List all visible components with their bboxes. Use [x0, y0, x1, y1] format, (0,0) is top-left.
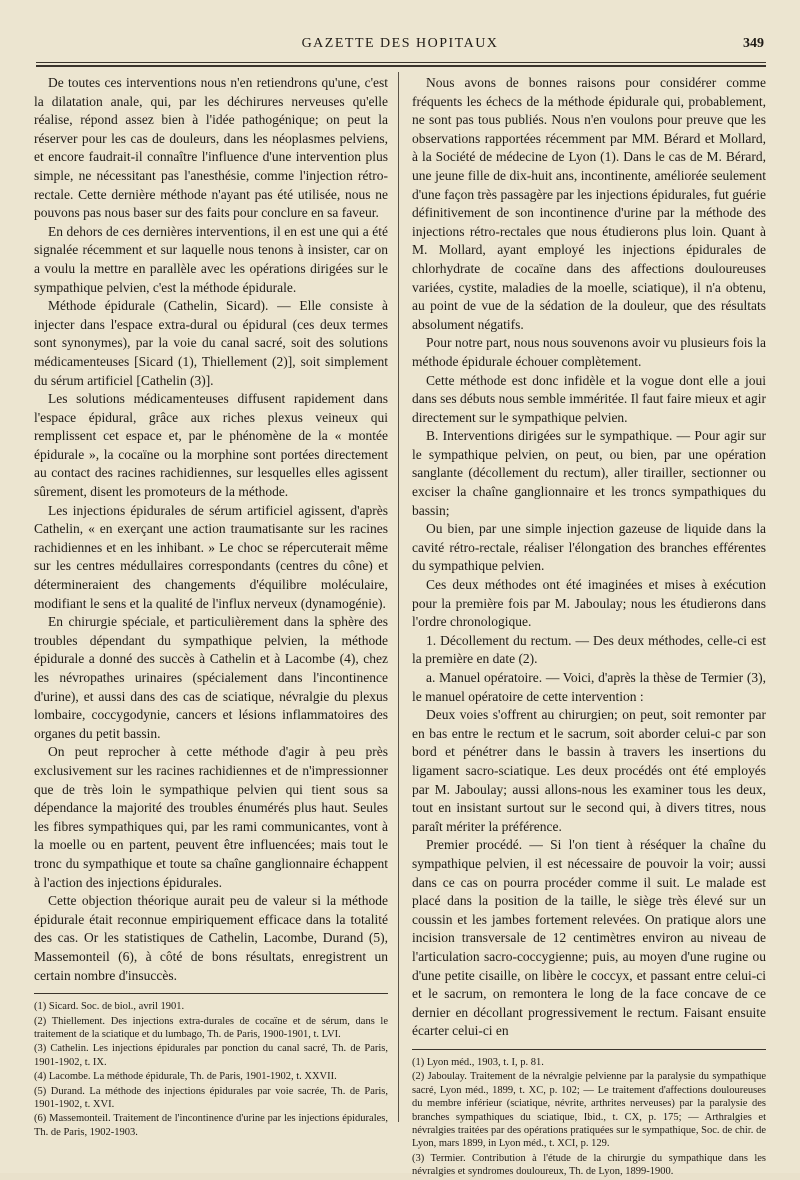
paragraph: On peut reprocher à cette méthode d'agir à peu près exclusivement sur les racines rachidiennes et de n'impressionner que de très loin le sympathique pelvien qui tient sous sa dépendance la majorité des troubles énumérés plus haut. Seules les fibres sympathiques qui, par les rami communicantes, vont à la moelle ou en partent, peuvent être influencées; mais tout le tronc du sympathique et toute sa chaîne ganglionnaire échappent à l'action des injections épidurales.	[34, 744, 388, 890]
journal-title: GAZETTE DES HOPITAUX	[301, 36, 499, 51]
paragraph: Les injections épidurales de sérum artificiel agissent, d'après Cathelin, « en exerçant une action traumatisante sur les racines rachidiennes et en les inhibant. » Le choc se répercuterait même sur les centres médullaires correspondants (centres du cône) et détermineraient des changements d'équilibre moléculaire, modifiant le sens et la qualité de l'influx nerveux (dynamogénie).	[34, 502, 388, 611]
footnote: (3) Termier. Contribution à l'étude de la chirurgie du sympathique dans les névralgies et syndromes douloureux, Th. de Lyon, 1899-1900.	[412, 1152, 766, 1178]
footnote: (5) Durand. La méthode des injections épidurales par voie sacrée, Th. de Paris, 1901-1902, t. XVI.	[34, 1085, 388, 1110]
paragraph: En chirurgie spéciale, et particulièrement dans la sphère des troubles dépendant du sympathique pelvien, la méthode épidurale a donné des succès à Cathelin et à Lacombe (4), chez les névropathes urinaires (spécialement dans l'incontinence d'urine), et aussi dans des cas de sciatique, névralgie du plexus lombaire, coccygodynie, cancers et lésions inflammatoires des organes du petit bassin.	[34, 614, 388, 741]
paragraph: B. Interventions dirigées sur le sympathique. — Pour agir sur le sympathique pelvien, on peut, ou bien, par une opération sanglante (décollement du rectum), aller tirailler, sectionner ou exciser la chaîne ganglionnaire et les troncs sympathiques du bassin;	[412, 428, 766, 518]
column-divider	[398, 72, 399, 1122]
paragraph: En dehors de ces dernières interventions, il en est une qui a été signalée récemment et sur laquelle nous tenons à insister, car on a voulu la mettre en parallèle avec les opérations dirigées sur le sympathique pelvien, c'est la méthode épidurale.	[34, 223, 388, 295]
footnote: (1) Lyon méd., 1903, t. I, p. 81.	[412, 1056, 544, 1068]
footnote: (1) Sicard. Soc. de biol., avril 1901.	[34, 1001, 185, 1013]
page-number: 349	[743, 36, 764, 51]
paragraph: Deux voies s'offrent au chirurgien; on peut, soit remonter par en bas entre le rectum et le sacrum, soit aborder celui-c par son bord et pénétrer dans le bassin à travers les insertions du ligament sacro-sciatique. Les deux procédés ont été employés par M. Jaboulay; aussi allons-nous les examiner tous les deux, tout en insistant surtout sur le second qui, à divers titres, nous paraît mériter la préférence.	[412, 707, 766, 834]
right-column	[412, 74, 766, 1180]
paragraph: Cette méthode est donc infidèle et la vogue dont elle a joui dans ses débuts nous semble imméritée. Il faut faire mieux et agir directement sur le sympathique pelvien.	[412, 372, 766, 425]
paragraph: Les solutions médicamenteuses diffusent rapidement dans l'espace épidural, grâce aux riches plexus veineux qui remplissent cet espace et, par le phénomène de la « montée épidurale », la cocaïne ou la morphine sont portées directement au contact des racines rachidiennes, sur lesquelles elles agissent sûrement, disent les promoteurs de la méthode.	[34, 391, 388, 500]
paragraph: Méthode épidurale (Cathelin, Sicard). — Elle consiste à injecter dans l'espace extra-dural ou épidural (ces deux termes sont synonymes), par la voie du canal sacré, soit des solutions médicamenteuses [Sicard (1), Thiellement (2)], soit simplement du sérum artificiel [Cathelin (3)].	[34, 298, 388, 388]
footnote-rule	[412, 1049, 766, 1050]
footnote: (6) Massemonteil. Traitement de l'incontinence d'urine par les injections épidurales, Th. de Paris, 1902-1903.	[34, 1113, 388, 1138]
paragraph: Ces deux méthodes ont été imaginées et mises à exécution pour la première fois par M. Jaboulay; nous les étudierons dans l'ordre chronologique.	[412, 577, 766, 630]
paragraph: Premier procédé. — Si l'on tient à réséquer la chaîne du sympathique pelvien, il est nécessaire de pouvoir la voir; aussi dans ce cas on pourra procéder comme il suit. Le malade est placé dans la position de la taille, le siège très élevé sur un coussin et les jambes fortement relevées. On pratique alors une incision transversale de 12 centimètres environ au niveau de l'articulation sacro-coccygienne; puis, au moyen d'une rugine ou d'une petite cisaille, on libère le coccyx, et passant entre celui-ci et le sacrum, on remontera le long de la face concave de ce dernier en décollant progressivement le rectum. Faisant ensuite écarter celui-ci en	[412, 837, 766, 1039]
paragraph: Pour notre part, nous nous souvenons avoir vu plusieurs fois la méthode épidurale échouer complètement.	[412, 335, 766, 369]
footnote: (4) Lacombe. La méthode épidurale, Th. de Paris, 1901-1902, t. XXVII.	[34, 1071, 337, 1083]
paragraph: De toutes ces interventions nous n'en retiendrons qu'une, c'est la dilatation anale, qui, par les déchirures nerveuses qu'elle réalise, répond assez bien à l'idée pathogénique; on peut la réserver pour les cas de douleurs, dans les néoplasmes pelviens, et encore faudrait-il connaître l'influence d'une intervention plus simple, ne nécessitant pas l'anesthésie, comme l'injection rétro-rectale. Cette dernière méthode n'ayant pas été utilisée, nous ne pouvons pas nous baser sur des faits pour conclure en sa faveur.	[34, 75, 388, 221]
footnote-rule	[34, 993, 388, 994]
paragraph: Ou bien, par une simple injection gazeuse de liquide dans la cavité rétro-rectale, réaliser l'élongation des branches efférentes du sympathique pelvien.	[412, 521, 766, 574]
paragraph: a. Manuel opératoire. — Voici, d'après la thèse de Termier (3), le manuel opératoire de cette intervention :	[412, 670, 766, 704]
footnote: (3) Cathelin. Les injections épidurales par ponction du canal sacré, Th. de Paris, 1901-1902, t. IX.	[34, 1043, 388, 1068]
running-header	[30, 36, 770, 60]
footnote: (2) Jaboulay. Traitement de la névralgie pelvienne par la paralysie du sympathique sacré, Lyon méd., 1899, t. XC, p. 102; — Le traitement d'affections douloureuses du membre inférieur (sciatique, névrite, arthrites nerveuses) par la paralysie des branches sympathiques du sciatique, Ibid., t. CX, p. 175; — Arthralgies et névralgies traitées par des opérations pratiquées sur le sympathique, Soc. de chir. de Lyon, mars 1899, in Lyon méd., t. XCI, p. 129.	[412, 1071, 766, 1150]
header-rule	[36, 62, 766, 67]
paragraph: 1. Décollement du rectum. — Des deux méthodes, celle-ci est la première en date (2).	[412, 632, 766, 667]
paragraph: Cette objection théorique aurait peu de valeur si la méthode épidurale était reconnue empiriquement efficace dans la totalité des cas. Or les statistiques de Cathelin, Lacombe, Durand (5), Massemonteil (6), à côté de bons résultats, enregistrent un certain nombre d'insuccès.	[34, 893, 388, 983]
footnote: (2) Thiellement. Des injections extra-durales de cocaïne et de sérum, dans le traitement de la sciatique et du lumbago, Th. de Paris, 1900-1901, t. LVI.	[34, 1015, 388, 1040]
left-column	[34, 74, 388, 1140]
paragraph: Nous avons de bonnes raisons pour considérer comme fréquents les échecs de la méthode épidurale qui, probablement, ne sont pas tous publiés. Nous n'en voulons pour preuve que les observations rapportées récemment par MM. Bérard et Mollard, à la Société de médecine de Lyon (1). Dans le cas de M. Bérard, une jeune fille de dix-huit ans, incontinente, améliorée seulement d'une façon très passagère par les injections épidurales, fut guérie définitivement de son incontinence d'urine par la méthode des injections rétro-rectales que nous étudierons plus loin. Quant à M. Mollard, ayant employé les injections épidurales de chlorhydrate de cocaïne dans des affections douloureuses variées, cystite, maladies de la moelle, sciatique), il n'a obtenu, au point de vue de la sédation de la douleur, que des résultats absolument négatifs.	[412, 75, 766, 332]
